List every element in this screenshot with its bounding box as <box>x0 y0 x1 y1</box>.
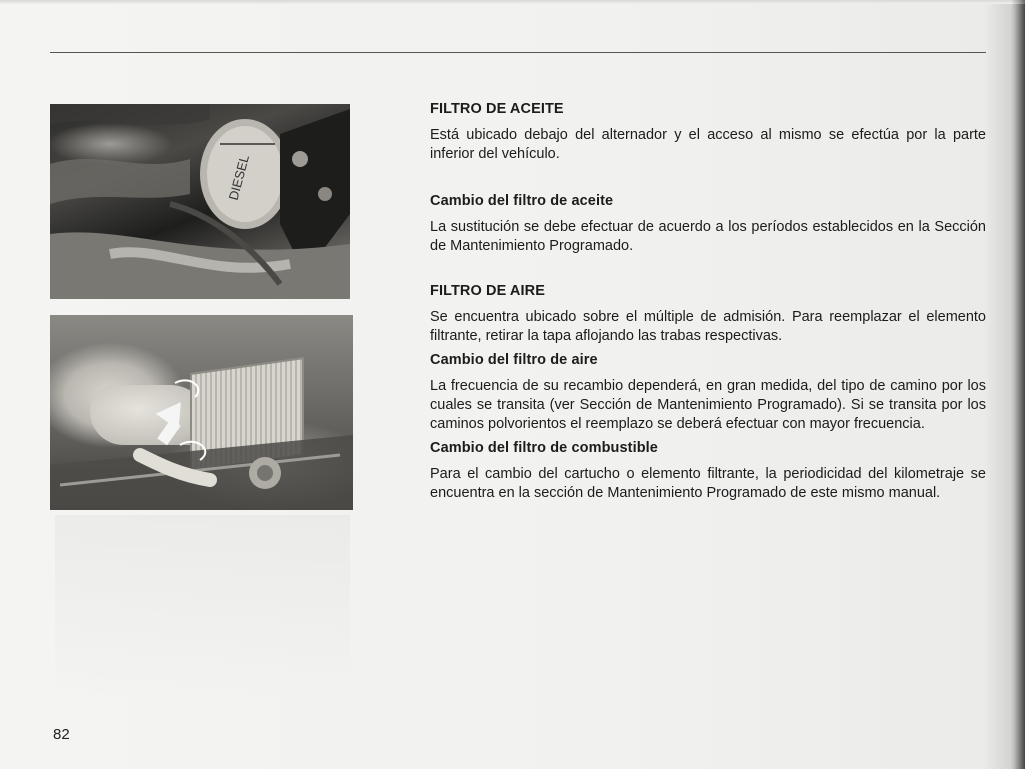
photo-shadow <box>55 515 350 695</box>
oil-filter-photo <box>50 104 350 299</box>
heading-cambio-filtro-combustible: Cambio del filtro de combustible <box>430 440 658 456</box>
para-filtro-aceite: Está ubicado debajo del alternador y el acceso al mismo se efectúa por la parte inferior del vehículo. <box>430 127 986 162</box>
para-filtro-aire: Se encuentra ubicado sobre el múltiple de admisión. Para reemplazar el elemento filtrante, retirar la tapa aflojando las trabas respectivas. <box>430 309 986 344</box>
page-number: 82 <box>53 726 70 743</box>
heading-filtro-aire: FILTRO DE AIRE <box>430 283 545 299</box>
page-top-edge <box>0 0 1025 4</box>
text-column <box>430 100 986 503</box>
oil-filter-illustration <box>50 104 350 299</box>
heading-cambio-filtro-aceite: Cambio del filtro de aceite <box>430 193 614 209</box>
para-cambio-filtro-aire: La frecuencia de su recambio dependerá, en gran medida, del tipo de camino por los cuales se transita (ver Sección de Mantenimiento Programado). Si se transita por los caminos polvorientos el reemplazo se deberá efectuar con mayor frecuencia. <box>430 378 986 432</box>
para-cambio-filtro-aceite: La sustitución se debe efectuar de acuerdo a los períodos establecidos en la Sección de Mantenimiento Programado. <box>430 219 986 254</box>
heading-filtro-aceite: FILTRO DE ACEITE <box>430 101 564 117</box>
oil-filter-label: DIESEL <box>225 153 253 202</box>
air-filter-details <box>50 315 353 510</box>
air-filter-photo <box>50 315 353 510</box>
header-rule <box>50 52 986 53</box>
heading-cambio-filtro-aire: Cambio del filtro de aire <box>430 352 598 368</box>
binding-shadow <box>1011 0 1025 769</box>
para-cambio-filtro-combustible: Para el cambio del cartucho o elemento filtrante, la periodicidad del kilometraje se encuentra en la sección de Mantenimiento Programado de este mismo manual. <box>430 466 986 501</box>
